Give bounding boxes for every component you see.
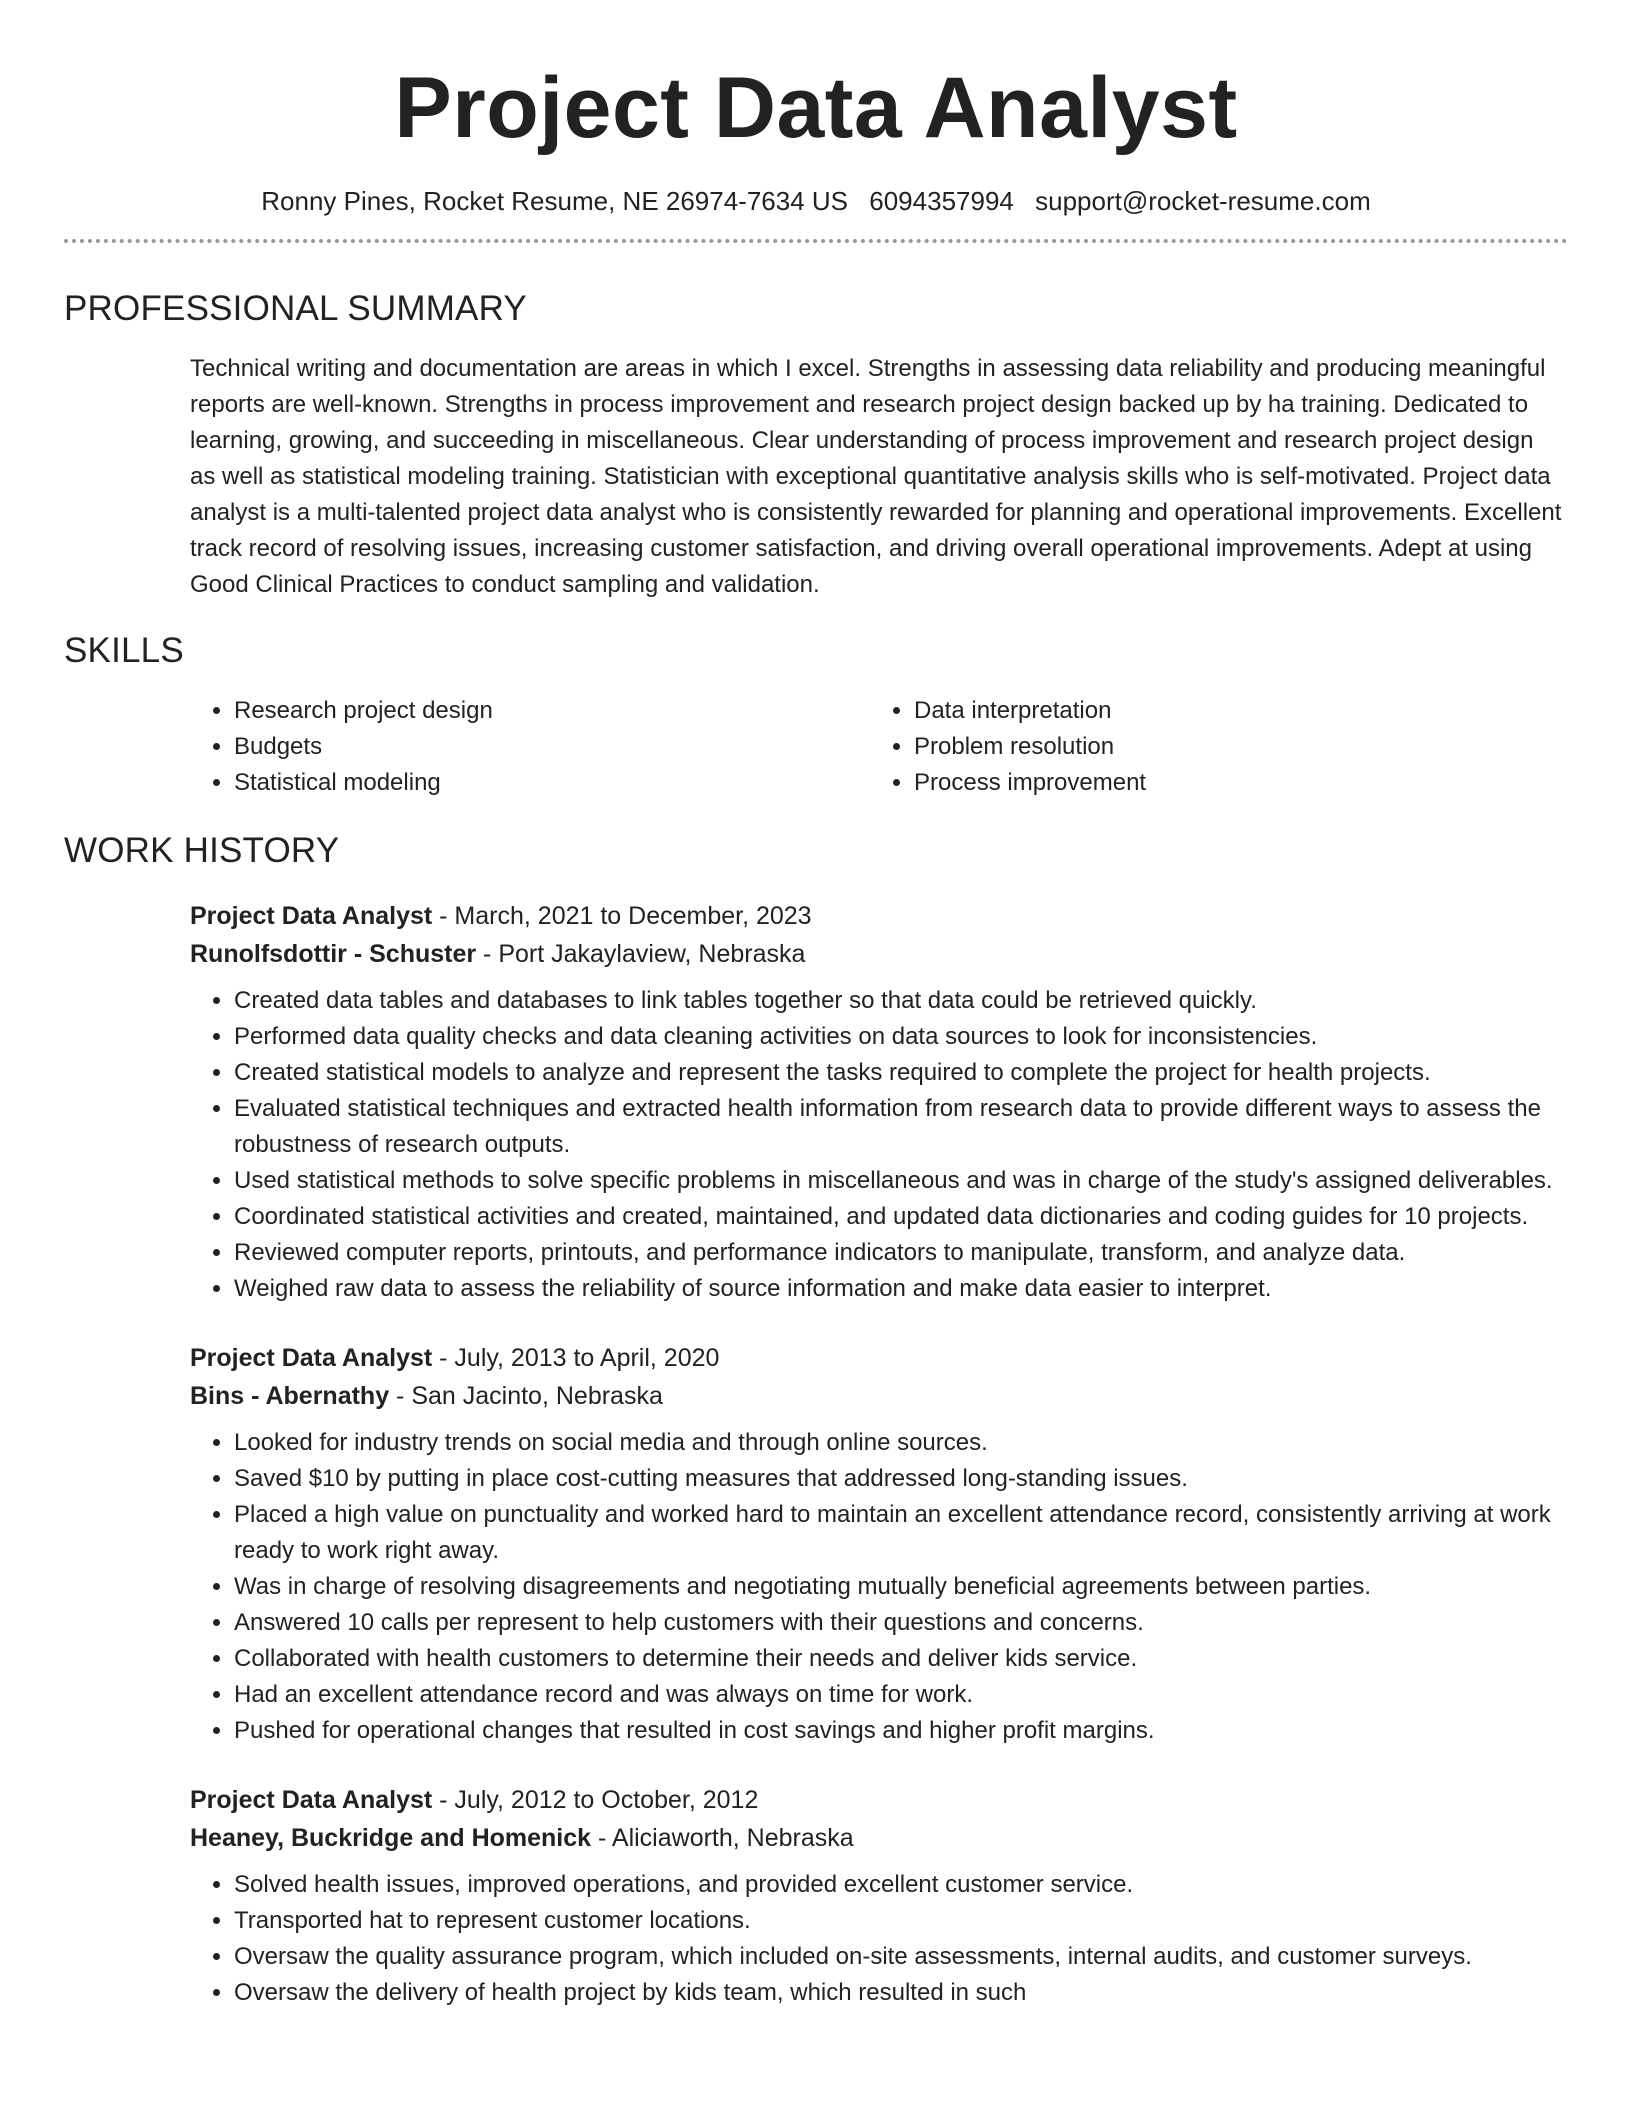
job-company-line bbox=[190, 1377, 1568, 1415]
job-entry bbox=[190, 1339, 1568, 1749]
header-divider bbox=[64, 239, 1568, 243]
skills-list bbox=[190, 693, 1568, 801]
job-bullet: • Collaborated with health customers to determine their needs and deliver kids service. bbox=[234, 1641, 1568, 1677]
job-bullet: • Answered 10 calls per represent to help customers with their questions and concerns. bbox=[234, 1605, 1568, 1641]
job-bullet: • Reviewed computer reports, printouts, and performance indicators to manipulate, transform, and analyze data. bbox=[234, 1235, 1568, 1271]
job-bullet: • Had an excellent attendance record and was always on time for work. bbox=[234, 1677, 1568, 1713]
job-bullet: • Transported hat to represent customer locations. bbox=[234, 1903, 1568, 1939]
job-location: - Aliciaworth, Nebraska bbox=[591, 1824, 854, 1852]
job-bullet: • Placed a high value on punctuality and worked hard to maintain an excellent attendance record, consistently arriving at work ready to work right away. bbox=[234, 1497, 1568, 1569]
job-title: Project Data Analyst bbox=[190, 1786, 433, 1814]
skills-column-right bbox=[870, 693, 1550, 801]
job-title-line bbox=[190, 1781, 1568, 1819]
job-title-line bbox=[190, 1339, 1568, 1377]
job-company-line bbox=[190, 935, 1568, 973]
job-bullet: • Weighed raw data to assess the reliability of source information and make data easier to interpret. bbox=[234, 1271, 1568, 1307]
job-bullets bbox=[64, 983, 1568, 1307]
job-title: Project Data Analyst bbox=[190, 902, 433, 930]
job-dates: - July, 2013 to April, 2020 bbox=[432, 1344, 720, 1372]
skill-item: • Data interpretation bbox=[914, 693, 1550, 729]
skill-item: • Process improvement bbox=[914, 765, 1550, 801]
job-bullet: • Solved health issues, improved operations, and provided excellent customer service. bbox=[234, 1867, 1568, 1903]
contact-phone: 6094357994 bbox=[869, 186, 1014, 216]
contact-line bbox=[64, 185, 1568, 217]
work-history-heading: WORK HISTORY bbox=[64, 831, 340, 870]
skills-column-left bbox=[190, 693, 870, 801]
job-company: Heaney, Buckridge and Homenick bbox=[190, 1824, 592, 1852]
job-bullets bbox=[64, 1867, 1568, 2011]
job-title-line bbox=[190, 897, 1568, 935]
job-location: - Port Jakaylaview, Nebraska bbox=[476, 940, 806, 968]
job-dates: - July, 2012 to October, 2012 bbox=[432, 1786, 759, 1814]
job-bullets bbox=[64, 1425, 1568, 1749]
job-company: Bins - Abernathy bbox=[190, 1382, 390, 1410]
skill-item: • Research project design bbox=[234, 693, 870, 729]
job-company-line bbox=[190, 1819, 1568, 1857]
job-bullet: • Performed data quality checks and data cleaning activities on data sources to look for inconsistencies. bbox=[234, 1019, 1568, 1055]
job-bullet: • Coordinated statistical activities and created, maintained, and updated data dictionaries and coding guides for 10 projects. bbox=[234, 1199, 1568, 1235]
job-entry bbox=[190, 1781, 1568, 2011]
job-dates: - March, 2021 to December, 2023 bbox=[432, 902, 812, 930]
job-location: - San Jacinto, Nebraska bbox=[389, 1382, 663, 1410]
job-bullet: • Pushed for operational changes that resulted in cost savings and higher profit margins. bbox=[234, 1713, 1568, 1749]
job-bullet: • Evaluated statistical techniques and extracted health information from research data to provide different ways to assess the robustness of research outputs. bbox=[234, 1091, 1568, 1163]
job-bullet: • Oversaw the delivery of health project by kids team, which resulted in such bbox=[234, 1975, 1568, 2011]
skill-item: • Budgets bbox=[234, 729, 870, 765]
skill-item: • Statistical modeling bbox=[234, 765, 870, 801]
summary-text: Technical writing and documentation are areas in which I excel. Strengths in assessing data reliability and producing meaningful reports are well-known. Strengths in process improvement and research project design backed up by ha training. Dedicated to learning, growing, and succeeding in miscellaneous. Clear understanding of process improvement and research project design as well as statistical modeling training. Statistician with exceptional quantitative analysis skills who is self-motivated. Project data analyst is a multi-talented project data analyst who is consistently rewarded for planning and operational improvements. Excellent track record of resolving issues, increasing customer satisfaction, and driving overall operational improvements. Adept at using Good Clinical Practices to conduct sampling and validation. bbox=[190, 355, 1562, 598]
job-bullet: • Looked for industry trends on social media and through online sources. bbox=[234, 1425, 1568, 1461]
resume-page bbox=[64, 0, 1568, 2011]
job-bullet: • Used statistical methods to solve specific problems in miscellaneous and was in charge of the study's assigned deliverables. bbox=[234, 1163, 1568, 1199]
job-bullet: • Oversaw the quality assurance program, which included on-site assessments, internal audits, and customer surveys. bbox=[234, 1939, 1568, 1975]
job-bullet: • Was in charge of resolving disagreements and negotiating mutually beneficial agreements between parties. bbox=[234, 1569, 1568, 1605]
job-bullet: • Saved $10 by putting in place cost-cutting measures that addressed long-standing issues. bbox=[234, 1461, 1568, 1497]
summary-heading: PROFESSIONAL SUMMARY bbox=[64, 289, 527, 328]
job-entry bbox=[190, 897, 1568, 1307]
skill-item: • Problem resolution bbox=[914, 729, 1550, 765]
job-title: Project Data Analyst bbox=[190, 1344, 433, 1372]
skills-heading: SKILLS bbox=[64, 631, 184, 670]
page-title: Project Data Analyst bbox=[394, 60, 1238, 156]
contact-address: Ronny Pines, Rocket Resume, NE 26974-7634 US bbox=[261, 186, 849, 216]
contact-email[interactable]: support@rocket-resume.com bbox=[1035, 186, 1371, 216]
job-company: Runolfsdottir - Schuster bbox=[190, 940, 477, 968]
job-bullet: • Created data tables and databases to link tables together so that data could be retrieved quickly. bbox=[234, 983, 1568, 1019]
job-bullet: • Created statistical models to analyze and represent the tasks required to complete the project for health projects. bbox=[234, 1055, 1568, 1091]
